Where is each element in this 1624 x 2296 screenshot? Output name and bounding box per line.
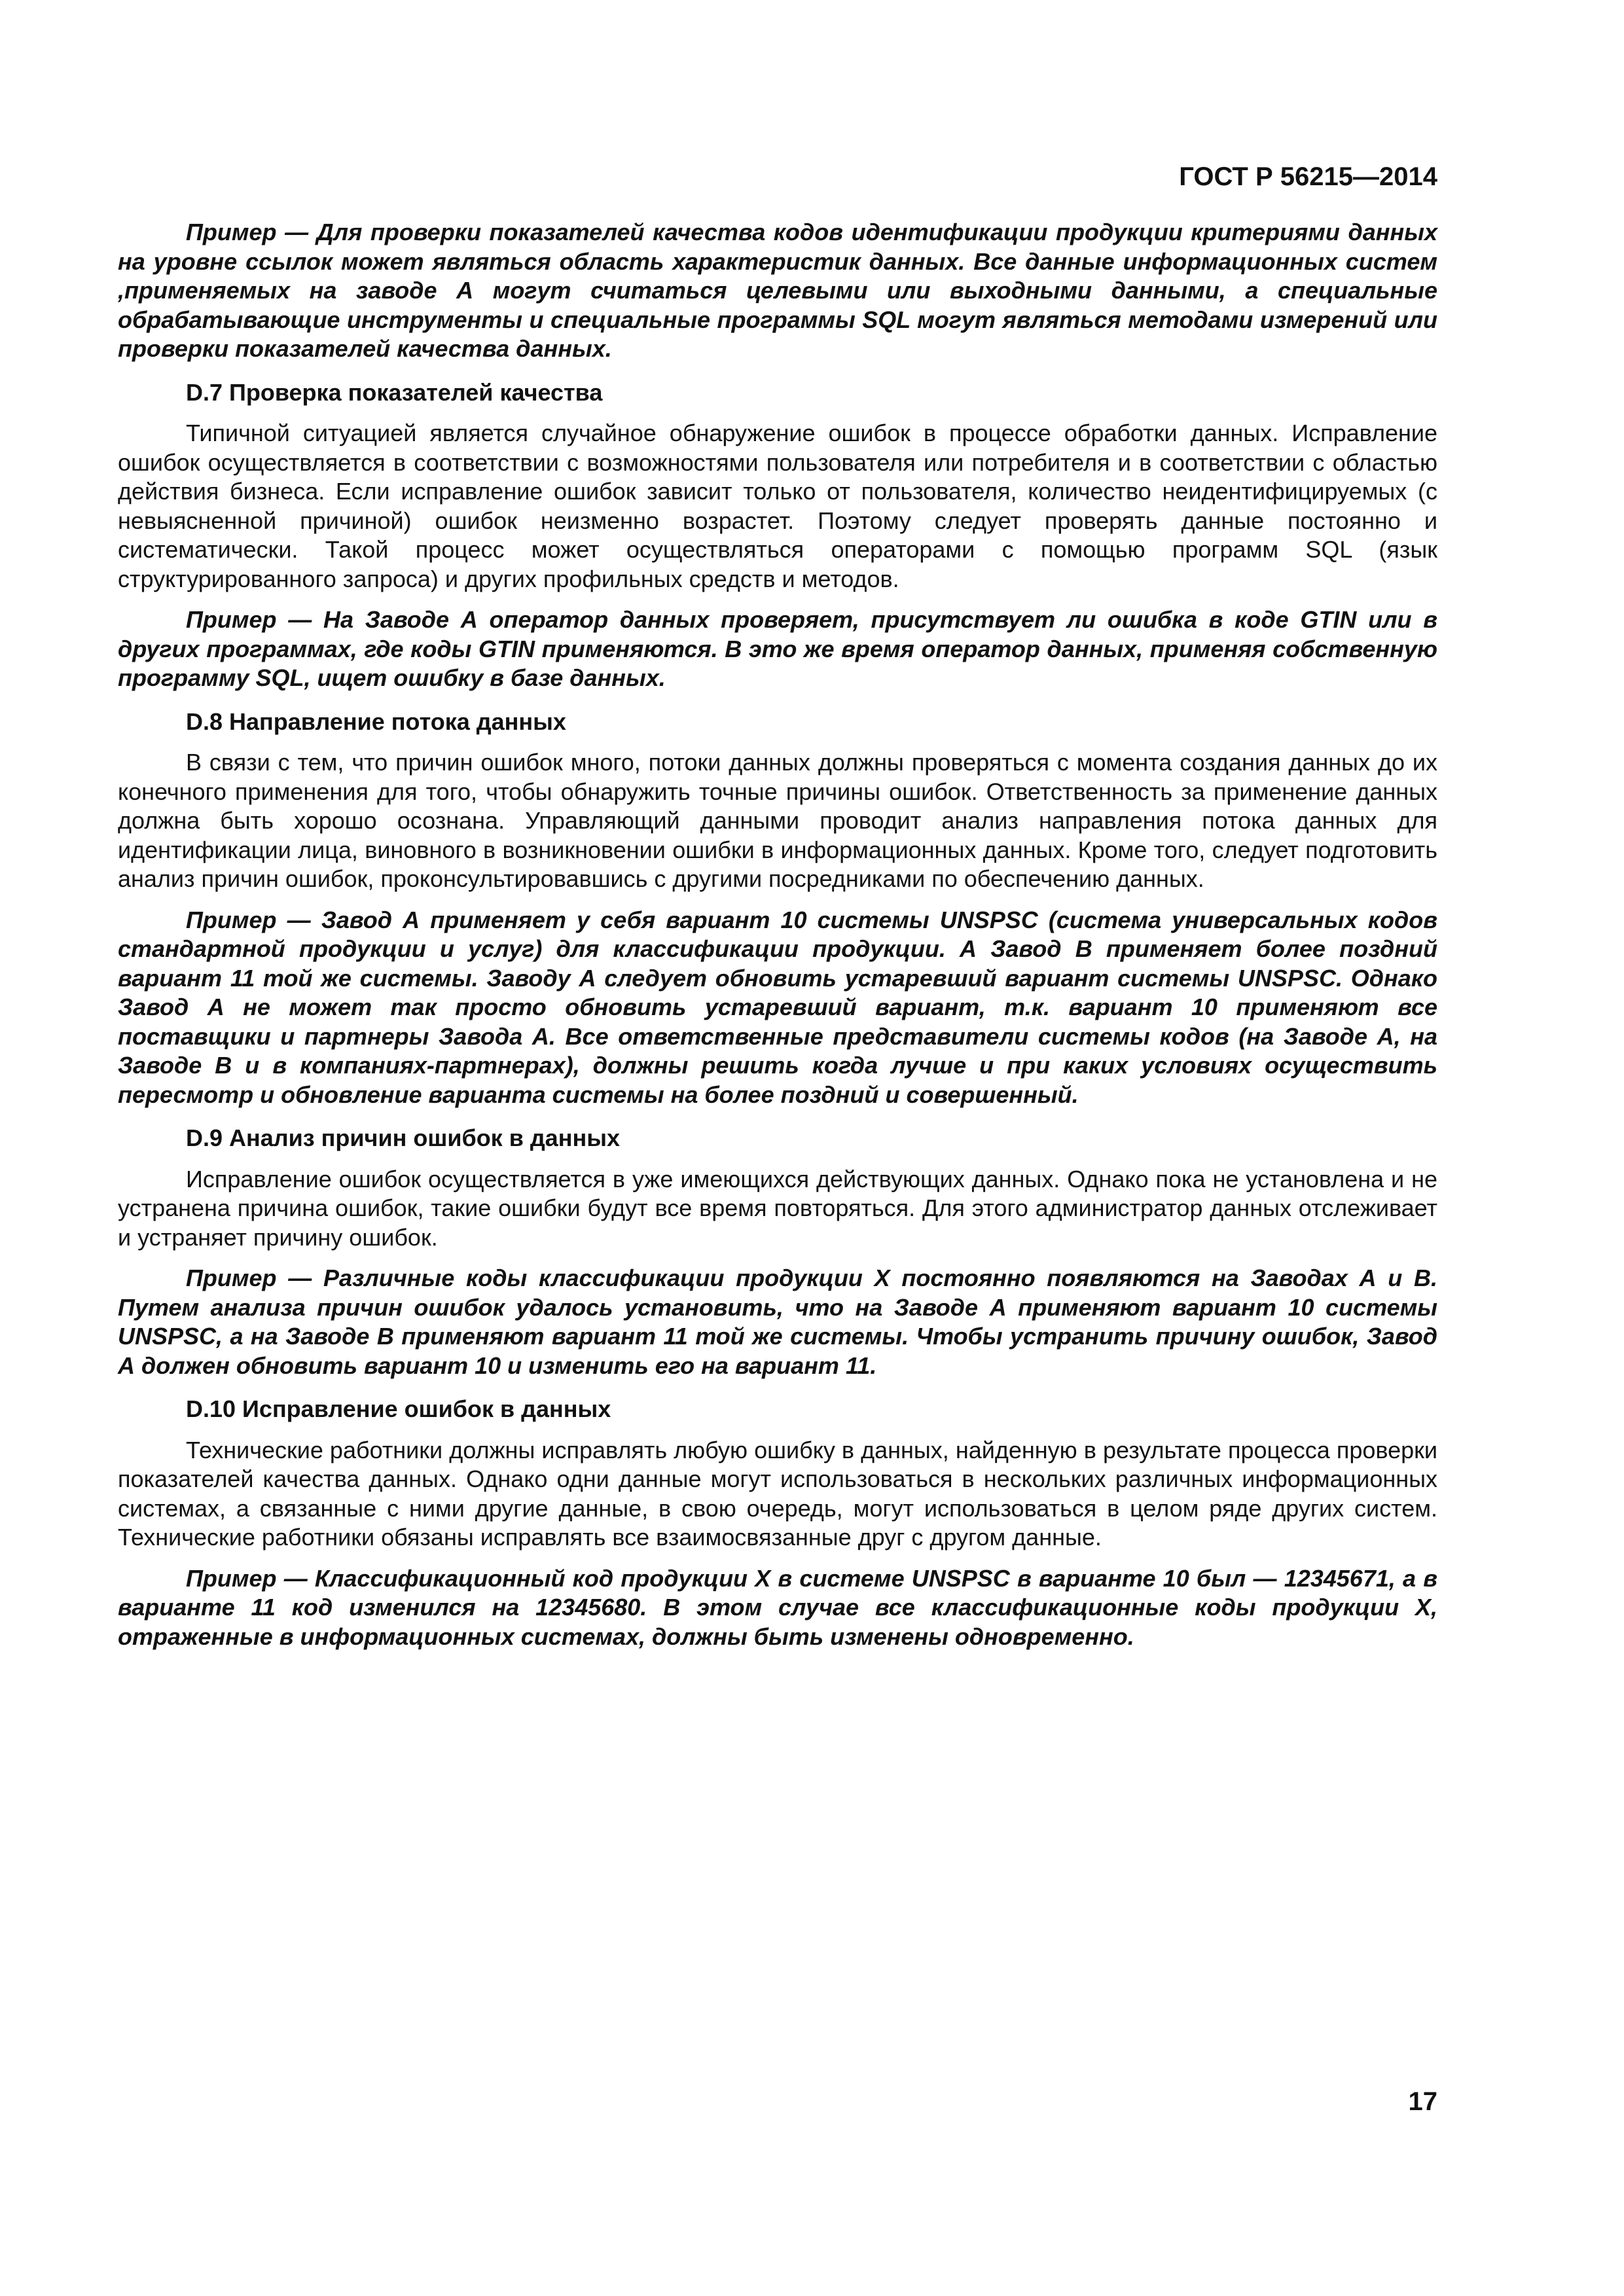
example-paragraph-d9: Пример — Различные коды классификации продукции X постоянно появляются на Заводах А и В. Путем анализа причин ошибок удалось установить, что на Заводе А применяют вариант 10 системы UNSPSC, а на Заводе В применяют вариант 11 той же системы. Чтобы устранить причину ошибок, Завод А должен обновить вариант 10 и изменить его на вариант 11.: [118, 1265, 1437, 1379]
section-heading-d8: D.8 Направление потока данных: [186, 708, 566, 735]
example-paragraph-d8: Пример — Завод А применяет у себя вариант 10 системы UNSPSC (система универсальных кодов стандартной продукции и услуг) для классификации продукции. А Завод В применяет более поздний вариант 11 той же системы. Заводу А следует обновить устаревший вариант системы UNSPSC. Однако Завод А не может так просто обновить устаревший вариант, т.к. вариант 10 применяют все поставщики и партнеры Завода А. Все ответственные представители системы кодов (на Заводе А, на Заводе В и в компаниях-партнерах), должны решить когда лучше и при каких условиях осуществить пересмотр и обновление варианта системы на более поздний и совершенный.: [118, 906, 1437, 1108]
section-heading-d10: D.10 Исправление ошибок в данных: [186, 1395, 611, 1422]
example-paragraph-d7: Пример — На Заводе А оператор данных проверяет, присутствует ли ошибка в коде GTIN или в других программах, где коды GTIN применяются. В это же время оператор данных, применяя собственную программу SQL, ищет ошибку в базе данных.: [118, 606, 1437, 691]
standard-designation: ГОСТ Р 56215—2014: [1179, 162, 1437, 191]
example-paragraph-d10: Пример — Классификационный код продукции X в системе UNSPSC в варианте 10 был — 12345671, а в варианте 11 код изменился на 12345680. В этом случае все классификационные коды продукции X, отраженные в информационных системах, должны быть изменены одновременно.: [118, 1564, 1437, 1650]
page-number: 17: [1408, 2087, 1437, 2116]
document-page: [118, 160, 1437, 1651]
body-paragraph-d7: Типичной ситуацией является случайное обнаружение ошибок в процессе обработки данных. Исправление ошибок осуществляется в соответствии с возможностями пользователя или потребителя и в соответствии с областью действия бизнеса. Если исправление ошибок зависит только от пользователя, количество неидентифицируемых (с невыясненной причиной) ошибок неизменно возрастет. Поэтому следует проверять данные постоянно и систематически. Такой процесс может осуществляться операторами с помощью программ SQL (язык структурированного запроса) и других профильных средств и методов.: [118, 420, 1437, 592]
example-paragraph-reference-criteria: Пример — Для проверки показателей качества кодов идентификации продукции критериями данных на уровне ссылок может являться область характеристик данных. Все данные информационных систем ,применяемых на заводе А могут считаться целевыми или выходными данными, а специальные обрабатывающие инструменты и специальные программы SQL могут являться методами измерений или проверки показателей качества данных.: [118, 219, 1437, 362]
section-heading-d9: D.9 Анализ причин ошибок в данных: [186, 1124, 620, 1151]
body-paragraph-d9: Исправление ошибок осуществляется в уже имеющихся действующих данных. Однако пока не установлена и не устранена причина ошибок, такие ошибки будут все время повторяться. Для этого администратор данных отслеживает и устраняет причину ошибок.: [118, 1165, 1437, 1251]
body-paragraph-d8: В связи с тем, что причин ошибок много, потоки данных должны проверяться с момента создания данных до их конечного применения для того, чтобы обнаружить точные причины ошибок. Ответственность за применение данных должна быть хорошо осознана. Управляющий данными проводит анализ направления потока данных для идентификации лица, виновного в возникновении ошибки в информационных данных. Кроме того, следует подготовить анализ причин ошибок, проконсультировавшись с другими посредниками по обеспечению данных.: [118, 749, 1437, 892]
section-heading-d7: D.7 Проверка показателей качества: [186, 378, 603, 406]
body-paragraph-d10: Технические работники должны исправлять любую ошибку в данных, найденную в результате процесса проверки показателей качества данных. Однако одни данные могут использоваться в нескольких различных информационных системах, а связанные с ними другие данные, в свою очередь, могут использоваться в целом ряде других систем. Технические работники обязаны исправлять все взаимосвязанные друг с другом данные.: [118, 1436, 1437, 1551]
